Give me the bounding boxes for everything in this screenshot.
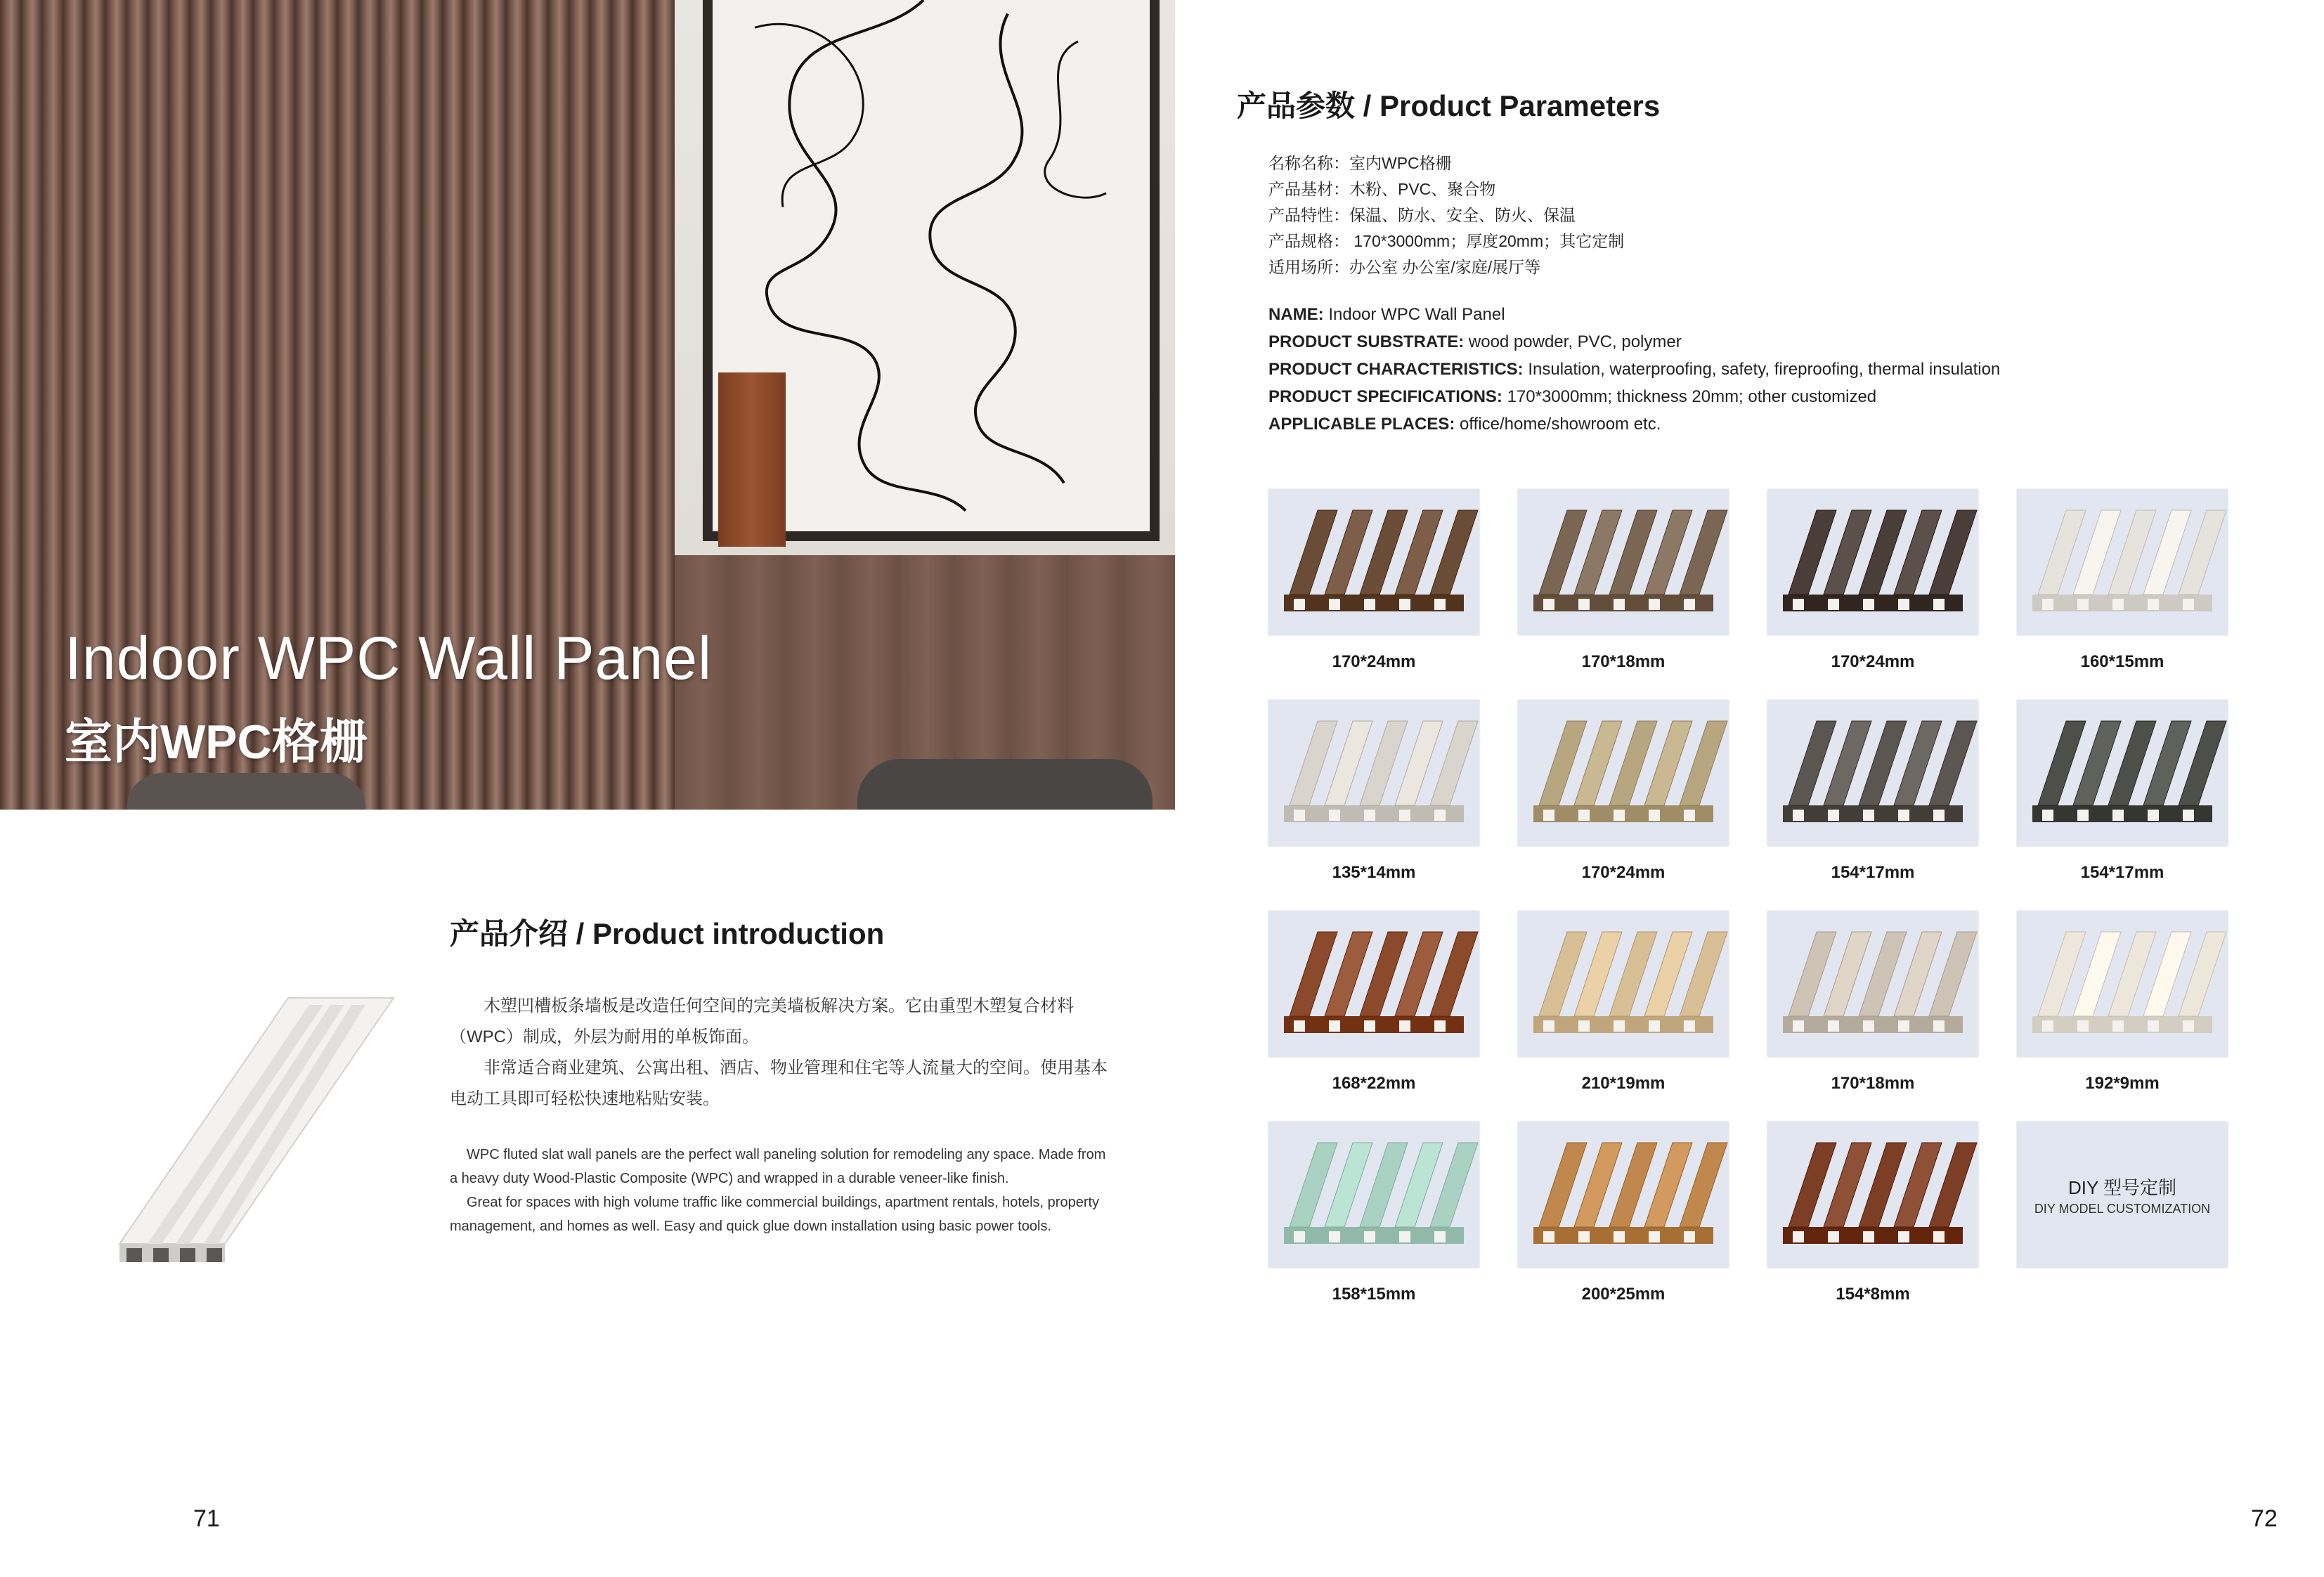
product-size-label: 158*15mm [1332, 1285, 1416, 1304]
product-size-label: 170*18mm [1581, 652, 1666, 671]
product-card [1518, 1122, 1729, 1304]
panel-profile-drawing [1268, 911, 1479, 1057]
chair [857, 759, 1153, 810]
diy-title-cn: DIY 型号定制 [2067, 1177, 2177, 1198]
product-size-label: 170*24mm [1581, 863, 1666, 882]
panel-profile-drawing [1268, 700, 1479, 846]
panel-profile-drawing [1518, 1122, 1729, 1268]
product-size-label: 210*19mm [1581, 1074, 1666, 1093]
product-card [1767, 489, 1978, 672]
panel-profile-drawing [1767, 700, 1978, 846]
parameter-en-row [1268, 328, 2000, 356]
parameter-cn-row: 产品基材：木粉、PVC、聚合物 [1268, 180, 1496, 198]
parameter-value: office/home/showroom etc. [1455, 415, 1661, 434]
parameter-value: wood powder, PVC, polymer [1464, 332, 1682, 351]
page-number-left: 71 [193, 1505, 220, 1532]
product-panel-image [1767, 489, 1978, 635]
product-card [1767, 700, 1978, 883]
parameter-value: Insulation, waterproofing, safety, fireproofing, thermal insulation [1523, 360, 2001, 379]
panel-profile-drawing [1268, 1122, 1479, 1268]
panel-profile-drawing [1767, 911, 1978, 1057]
introduction-heading: 产品介绍 / Product introduction [450, 917, 885, 950]
parameters-en-list [1268, 301, 2000, 438]
product-size-label: 154*8mm [1836, 1285, 1910, 1304]
parameter-cn-row: 适用场所：办公室 办公室/家庭/展厅等 [1268, 258, 1541, 276]
hero-photo [0, 0, 1175, 810]
product-card [1767, 1122, 1978, 1304]
wood-sample-block [718, 372, 786, 547]
product-card [1268, 700, 1479, 883]
introduction-cn-paragraph: 非常适合商业建筑、公寓出租、酒店、物业管理和住宅等人流量大的空间。使用基本电动工具即可轻松快速地粘贴安装。 [450, 1058, 1108, 1108]
panel-profile-drawing [2017, 911, 2228, 1057]
product-card [2017, 489, 2228, 672]
parameter-cn-row: 产品特性：保温、防水、安全、防火、保温 [1268, 206, 1576, 224]
product-panel-image [1518, 1122, 1729, 1268]
panel-profile-drawing [1268, 489, 1479, 635]
product-size-label: 200*25mm [1581, 1285, 1666, 1304]
product-card [1518, 700, 1729, 883]
parameter-label: APPLICABLE PLACES: [1268, 415, 1455, 434]
product-panel-image [1767, 911, 1978, 1057]
product-size-label: 154*17mm [2080, 863, 2164, 882]
introduction-cn-text [450, 991, 1117, 1115]
product-size-label: 168*22mm [1332, 1074, 1416, 1093]
panel-profile-drawing [1767, 489, 1978, 635]
parameter-label: PRODUCT SPECIFICATIONS: [1268, 387, 1502, 406]
parameters-heading: 产品参数 / Product Parameters [1237, 89, 1661, 122]
product-card [1518, 911, 1729, 1093]
parameter-value: Indoor WPC Wall Panel [1323, 305, 1505, 324]
product-size-label: 160*15mm [2080, 652, 2164, 671]
product-card [1518, 489, 1729, 672]
introduction-en-text [450, 1143, 1117, 1238]
product-card [1268, 911, 1479, 1093]
diy-title-en: DIY MODEL CUSTOMIZATION [2034, 1202, 2211, 1216]
hero-title-cn: 室内WPC格栅 [65, 715, 368, 769]
introduction-en-paragraph: Great for spaces with high volume traffic like commercial buildings, apartment rentals, hotels, property management, and homes as well. Easy and quick glue down installation using basic power tools. [450, 1195, 1100, 1234]
parameter-label: PRODUCT CHARACTERISTICS: [1268, 360, 1524, 379]
panel-profile-drawing [1767, 1122, 1978, 1268]
product-size-label: 170*24mm [1831, 652, 1915, 671]
parameter-en-row [1268, 356, 2000, 383]
product-size-label: 170*24mm [1332, 652, 1416, 671]
parameter-en-row [1268, 410, 2000, 438]
hero-title-en: Indoor WPC Wall Panel [65, 625, 713, 692]
panel-profile-drawing [1518, 911, 1729, 1057]
product-panel-image [1767, 1122, 1978, 1268]
parameter-label: PRODUCT SUBSTRATE: [1268, 332, 1465, 351]
product-card [1268, 489, 1479, 672]
introduction-cn-paragraph: 木塑凹槽板条墙板是改造任何空间的完美墙板解决方案。它由重型木塑复合材料（WPC）制成，外层为耐用的单板饰面。 [450, 997, 1074, 1046]
product-size-label: 154*17mm [1831, 863, 1915, 882]
product-panel-image [2017, 489, 2228, 635]
product-size-label: 135*14mm [1332, 863, 1416, 882]
parameter-en-row [1268, 301, 2000, 328]
diy-customization-card [2017, 1122, 2228, 1268]
parameter-label: NAME: [1268, 305, 1324, 324]
parameter-en-row [1268, 383, 2000, 410]
parameter-value: 170*3000mm; thickness 20mm; other customized [1502, 387, 1877, 406]
product-size-label: 192*9mm [2085, 1074, 2160, 1093]
product-panel-image [1518, 911, 1729, 1057]
product-panel-image [1268, 1122, 1479, 1268]
product-panel-image [1268, 489, 1479, 635]
product-card [2017, 911, 2228, 1093]
panel-profile-drawing [2017, 489, 2228, 635]
parameters-cn-list [1268, 150, 1624, 280]
product-panel-image [2017, 700, 2228, 846]
product-panel-image [1268, 700, 1479, 846]
diy-box [2017, 1122, 2228, 1268]
introduction-en-paragraph: WPC fluted slat wall panels are the perfect wall paneling solution for remodeling any space. Made from a heavy duty Wood-Plastic Composite (WPC) and wrapped in a durable veneer-like finish. [450, 1147, 1106, 1186]
product-card [1767, 911, 1978, 1093]
panel-profile-drawing [2017, 700, 2228, 846]
product-panel-image [1518, 700, 1729, 846]
product-panel-image [1767, 700, 1978, 846]
parameter-cn-row: 名称名称：室内WPC格栅 [1268, 154, 1452, 172]
panel-profile-drawing [1518, 700, 1729, 846]
product-panel-image [2017, 911, 2228, 1057]
product-size-label: 170*18mm [1831, 1074, 1915, 1093]
product-card [1268, 1122, 1479, 1304]
parameter-cn-row: 产品规格： 170*3000mm；厚度20mm；其它定制 [1268, 232, 1625, 250]
product-panel-image [1268, 911, 1479, 1057]
chair [126, 773, 365, 810]
product-panel-image [1518, 489, 1729, 635]
page-number-right: 72 [2251, 1505, 2278, 1532]
product-card [2017, 700, 2228, 883]
white-panel-sample-image [105, 984, 401, 1279]
panel-profile-drawing [1518, 489, 1729, 635]
